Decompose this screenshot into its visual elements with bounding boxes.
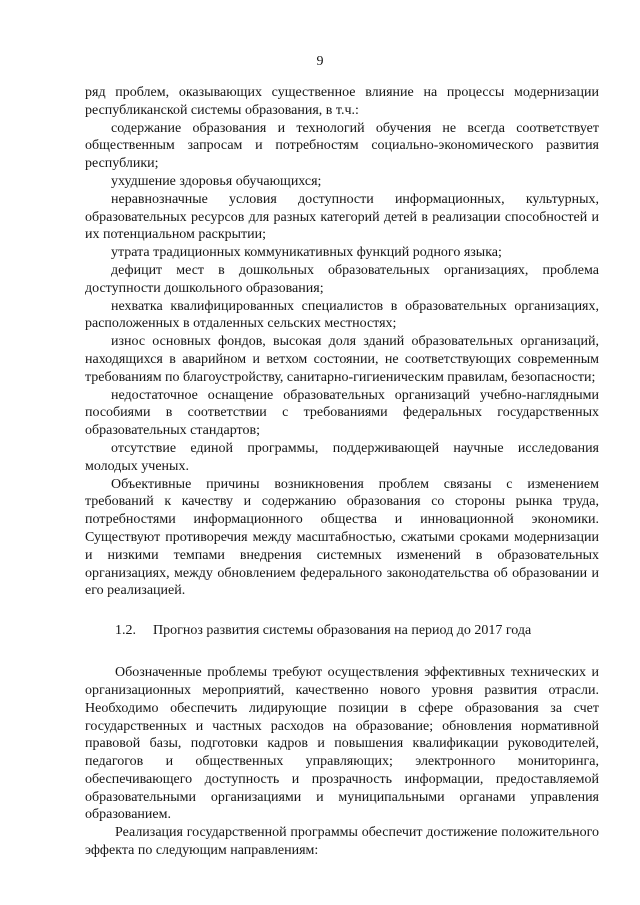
paragraph: Обозначенные проблемы требуют осуществления эффективных технических и организационных мероприятий, качественно нового уровня развития отрасли. Необходимо обеспечить лидирующие позиции в сфере образования за счет государственных и частных расходов на образование; обновления нормативной правовой базы, подготовки кадров и повышения квалификации руководителей, педагогов и общественных управляющих; электронного мониторинга, обеспечивающего доступность и прозрачность информации, предоставляемой образовательными организациями и муниципальными органами управления образованием. bbox=[85, 665, 599, 823]
paragraph: нехватка квалифицированных специалистов в образовательных организациях, расположенных в отдаленных сельских местностях; bbox=[85, 298, 599, 332]
paragraph: износ основных фондов, высокая доля зданий образовательных организаций, находящихся в аварийном и ветхом состоянии, не соответствующих современным требованиям по благоустройству, санитарно-гигиеническим правилам, безопасности; bbox=[85, 334, 599, 385]
paragraph: ухудшение здоровья обучающихся; bbox=[111, 173, 322, 189]
section-title: Прогноз развития системы образования на период до 2017 года bbox=[153, 623, 532, 639]
paragraph: содержание образования и технологий обучения не всегда соответствует общественным запросам и потребностям социально-экономического развития республики; bbox=[85, 120, 599, 172]
section-heading bbox=[85, 622, 599, 640]
paragraph: ряд проблем, оказывающих существенное влияние на процессы модернизации республиканской системы образования, в т.ч.: bbox=[85, 85, 599, 118]
document-body bbox=[85, 84, 599, 860]
problems-list bbox=[85, 84, 599, 600]
paragraph: неравнозначные условия доступности информационных, культурных, образовательных ресурсов для разных категорий детей в реализации способностей и их потенциальном раскрытии; bbox=[85, 191, 599, 243]
paragraph: Объективные причины возникновения проблем связаны с изменением требований к качеству и содержанию образования со стороны рынка труда, потребностями информационного общества и инновационной экономики. Существуют противоречия между масштабностью, сжатыми сроками модернизации и низкими темпами внедрения системных изменений в образовательных организациях, между обновлением федерального законодательства об образовании и его реализацией. bbox=[85, 476, 599, 599]
forecast-text bbox=[85, 664, 599, 860]
page-number: 9 bbox=[316, 54, 324, 69]
paragraph: недостаточное оснащение образовательных организаций учебно-наглядными пособиями в соответствии с требованиями федеральных государственных образовательных стандартов; bbox=[85, 387, 599, 439]
section-number: 1.2. bbox=[115, 623, 136, 639]
paragraph: Реализация государственной программы обеспечит достижение положительного эффекта по следующим направлениям: bbox=[85, 825, 599, 859]
paragraph: отсутствие единой программы, поддерживающей научные исследования молодых ученых. bbox=[85, 440, 599, 474]
paragraph: дефицит мест в дошкольных образовательных организациях, проблема доступности дошкольного образования; bbox=[85, 262, 599, 296]
paragraph: утрата традиционных коммуникативных функций родного языка; bbox=[111, 245, 502, 261]
